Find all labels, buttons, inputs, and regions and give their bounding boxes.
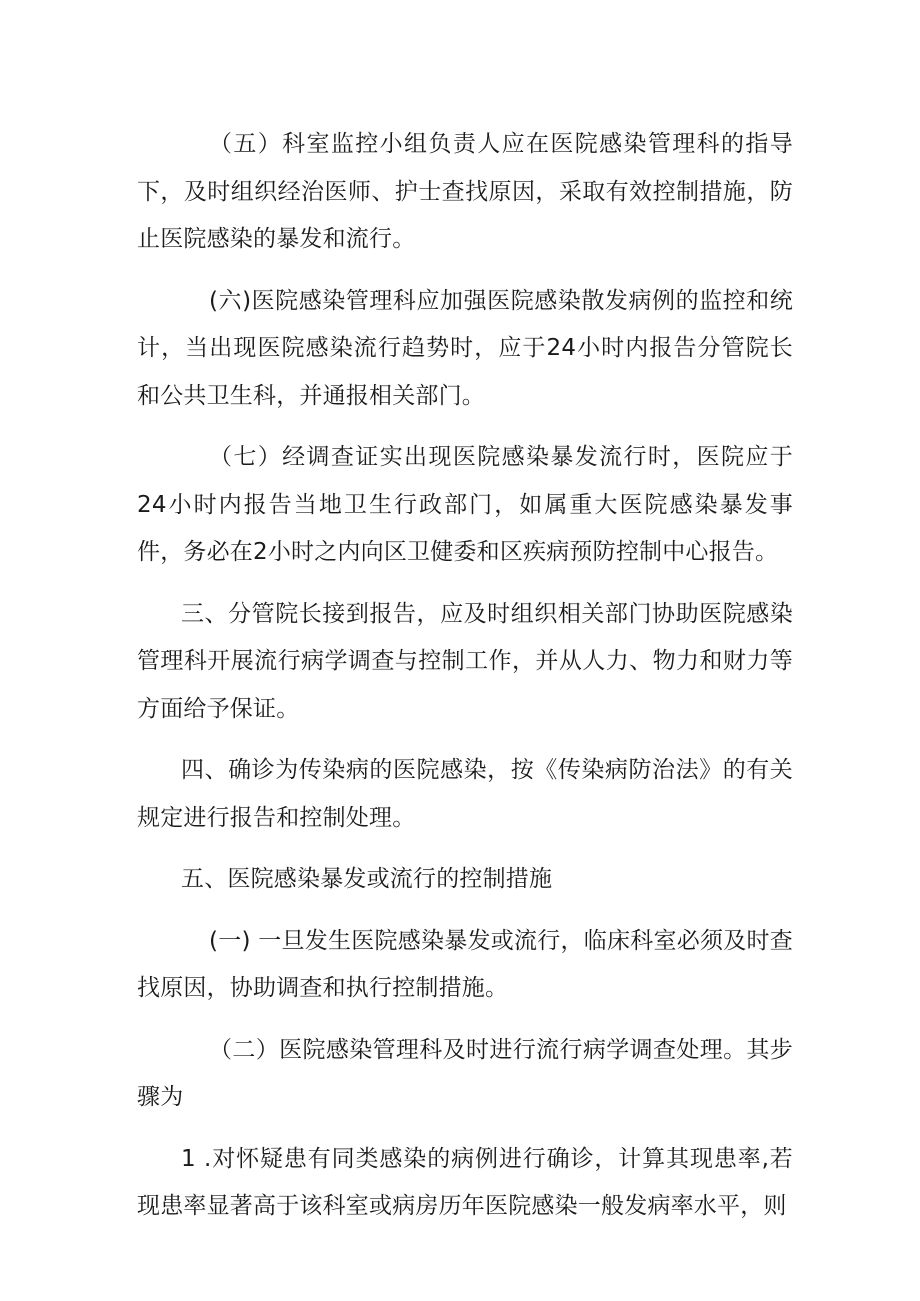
document-body	[137, 121, 793, 1245]
paragraph-item-2: （二）医院感染管理科及时进行流行病学调查处理。其步骤为	[137, 1036, 793, 1110]
paragraph-item-1: (一) 一旦发生医院感染暴发或流行，临床科室必须及时查找原因，协助调查和执行控制措施。	[137, 927, 793, 1001]
section-3-paragraph: 三、分管院长接到报告，应及时组织相关部门协助医院感染管理科开展流行病学调查与控制工作，并从人力、物力和财力等方面给予保证。	[137, 600, 793, 722]
numbered-step-1: 1 .对怀疑患有同类感染的病例进行确诊，计算其现患率,若现患率显著高于该科室或病房历年医院感染一般发病率水平，则	[137, 1145, 793, 1219]
paragraph-item-6: (六)医院感染管理科应加强医院感染散发病例的监控和统计，当出现医院感染流行趋势时，应于24小时内报告分管院长和公共卫生科，并通报相关部门。	[137, 287, 793, 409]
paragraph-item-7: （七）经调查证实出现医院感染暴发流行时，医院应于24小时内报告当地卫生行政部门，如属重大医院感染暴发事件，务必在2小时之内向区卫健委和区疾病预防控制中心报告。	[137, 444, 793, 565]
section-4-paragraph: 四、确诊为传染病的医院感染，按《传染病防治法》的有关规定进行报告和控制处理。	[137, 757, 793, 831]
section-5-heading: 五、医院感染暴发或流行的控制措施	[181, 866, 553, 892]
paragraph-item-5: （五）科室监控小组负责人应在医院感染管理科的指导下，及时组织经治医师、护士查找原因，采取有效控制措施，防止医院感染的暴发和流行。	[137, 131, 793, 252]
